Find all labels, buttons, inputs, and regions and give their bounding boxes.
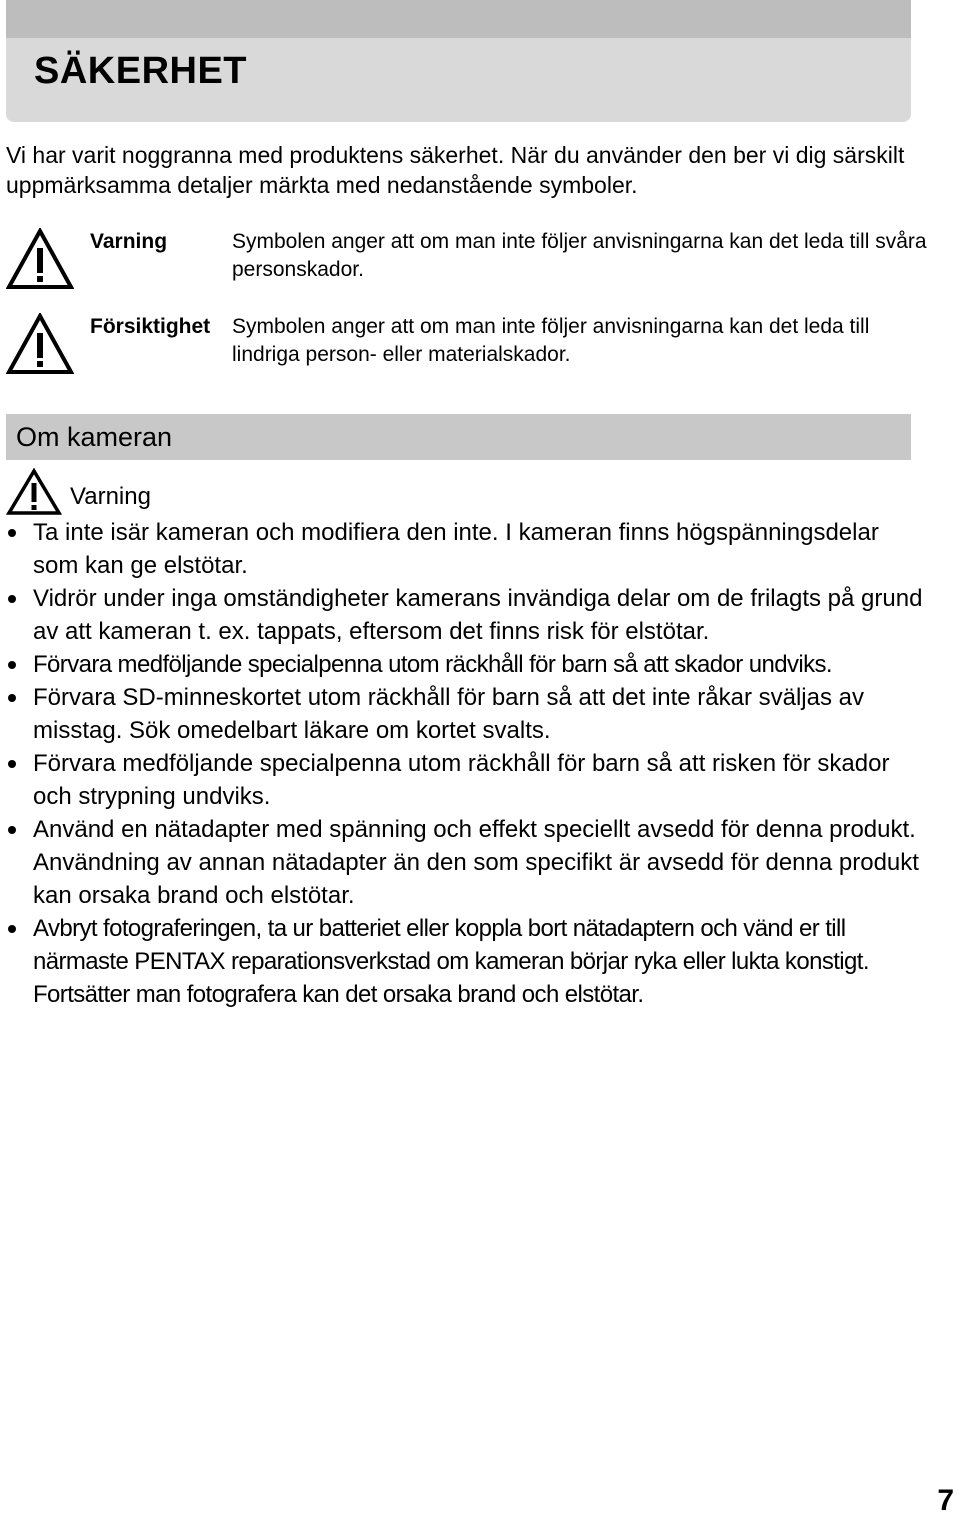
legend-description: Symbolen anger att om man inte följer anvisningarna kan det leda till lindriga person- eller materialskador. [232,315,870,366]
list-item: Använd en nätadapter med spänning och effekt speciellt avsedd för denna produkt. Användning av annan nätadapter än den som specifikt är avsedd för denna produkt kan orsaka brand och elstötar. [0,813,930,912]
caution-triangle-icon [6,313,74,375]
section-header-bar [6,414,911,460]
title-bar-top-strip [6,0,911,38]
intro-text: Vi har varit noggranna med produktens säkerhet. När du använder den ber vi dig särskilt uppmärksamma detaljer märkta med nedanstående symboler. [6,142,905,198]
list-item: Förvara medföljande specialpenna utom räckhåll för barn så att skador undviks. [0,648,930,681]
title-bar [6,0,911,122]
list-item: Förvara medföljande specialpenna utom räckhåll för barn så att risken för skador och strypning undviks. [0,747,930,813]
section-warning-label: Varning [70,483,151,510]
legend-row-warning [0,228,960,298]
section-warning-header [6,468,406,516]
warning-triangle-icon [6,228,74,290]
safety-list [0,516,930,1011]
section-heading: Om kameran [16,422,173,452]
legend-term: Varning [90,230,168,253]
list-item: Vidrör under inga omständigheter kamerans invändiga delar om de frilagts på grund av att kameran t. ex. tappats, eftersom det finns risk för elstötar. [0,582,930,648]
page-title: SÄKERHET [34,50,248,92]
warning-triangle-icon [6,468,62,516]
legend-row-caution [0,313,960,383]
list-item: Avbryt fotograferingen, ta ur batteriet eller koppla bort nätadaptern och vänd er till närmaste PENTAX reparationsverkstad om kameran börjar ryka eller lukta konstigt. Fortsätter man fotografera kan det orsaka brand och elstötar. [0,912,930,1011]
list-item: Ta inte isär kameran och modifiera den inte. I kameran finns högspänningsdelar som kan ge elstötar. [0,516,930,582]
legend-term: Försiktighet [90,315,211,338]
legend-description: Symbolen anger att om man inte följer anvisningarna kan det leda till svåra personskador. [232,230,927,281]
list-item: Förvara SD-minneskortet utom räckhåll för barn så att det inte råkar sväljas av misstag. Sök omedelbart läkare om kortet svalts. [0,681,930,747]
page-number: 7 [937,1484,954,1517]
